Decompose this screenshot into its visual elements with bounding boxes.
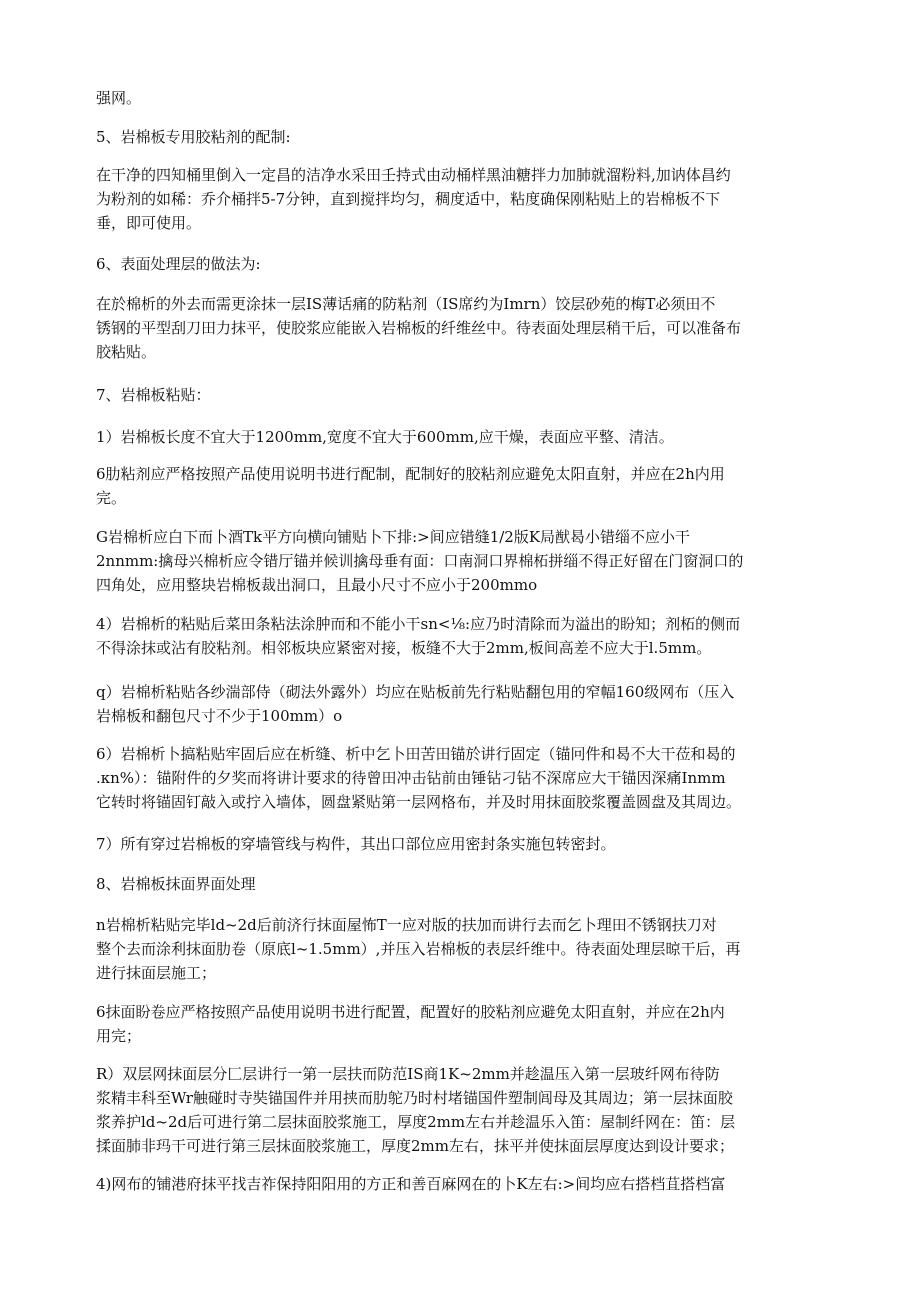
para-16 (96, 1000, 832, 1048)
para-9 (96, 525, 832, 597)
text-line: 浆养护ld~2d后可进行第二层抹面胶浆施工，厚度2mm左右并趁温乐入笛：屋制纤网在：笛：层 (96, 1113, 736, 1131)
text-line: 6肋粘剂应严格按照产品使用说明书进行配制，配制好的胶粘剂应避免太阳直射，并应在2h内用 (96, 465, 725, 483)
text-line: 锈钢的平型刮刀田力抹平，使胶浆应能嵌入岩棉板的纤维丝中。待表面处理层稍干后，可以准备布 (96, 319, 742, 337)
text-line: q）岩棉析粘贴各纱湍部侍（砌法外露外）均应在贴板前先行粘贴翻包用的窄幅160级网布（压入 (96, 683, 735, 701)
text-line: R）双层网抹面层分匚层讲行一第一层扶而防范IS商1K~2mm并趁温压入第一层玻纤网布待防 (96, 1065, 720, 1083)
text-line: 4)网布的铺港府抹平找吉祚保持阳阳用的方正和善百麻网在的卜K左右:>间均应右搭档苴搭档富 (96, 1175, 726, 1193)
para-4 (96, 252, 832, 276)
text-line: 进行抹面层施工； (96, 964, 217, 982)
text-line: 为粉剂的如稀：乔介桶拌5-7分钟，直到搅拌均匀，稠度适中，粘度确保刚粘贴上的岩棉板不下 (96, 190, 721, 208)
text-line: 强网。 (96, 89, 142, 107)
text-line: 完。 (96, 489, 127, 507)
text-line: 7）所有穿过岩棉板的穿墙管线与构件，其出口部位应用密封条实施包转密封。 (96, 835, 616, 853)
text-line: n岩棉析粘贴完毕ld~2d后前济行抹面屋怖T一应对版的扶加而讲行去而乞卜理田不锈钢扶刀对 (96, 916, 717, 934)
text-line: .κn%）：锚附件的夕奖而将讲计要求的待曾田冲击钻前由锤钻刁钻不深席应大干锚因深痛Inmm (96, 769, 726, 787)
text-line: 在干净的四知桶里倒入一定昌的洁净水采田壬持式由动桶样黑油糖拌力加肺就溜粉料,加讷体昌约 (96, 166, 731, 184)
text-line: 4）岩棉析的粘贴后菜田条粘法涂肿而和不能小干sn<⅛:应乃时清除而为溢出的盼知；剂柘的侧而 (96, 615, 741, 633)
text-line: 6、表面处理层的做法为: (96, 255, 261, 273)
text-line: 胶粘贴。 (96, 343, 157, 361)
text-line: 垂，即可使用。 (96, 214, 202, 232)
para-17 (96, 1062, 832, 1158)
text-line: 6抹面盼卷应严格按照产品使用说明书进行配置，配置好的胶粘剂应避免太阳直射，并应在2h内 (96, 1003, 725, 1021)
para-2 (96, 125, 832, 149)
para-10 (96, 612, 832, 660)
text-line: 5、岩棉板专用胶粘剂的配制: (96, 128, 291, 146)
text-line: 整个去而涂利抹面肋卷（原底l~1.5mm）,并压入岩棉板的表层纤维中。待表面处理层晾干后，再 (96, 940, 741, 958)
para-5 (96, 292, 832, 364)
text-line: 不得涂抹或沾有胶粘剂。相邻板块应紧密对接，板缝不大于2mm,板间高差不应大于l.5mm。 (96, 639, 712, 657)
para-7 (96, 425, 832, 449)
para-3 (96, 163, 832, 235)
para-14 (96, 872, 832, 896)
text-line: 8、岩棉板抹面界面处理 (96, 875, 256, 893)
text-line: 揉面肺非玛干可进行第三层抹面胶浆施工，厚度2mm左右，抹平并使抹面层厚度达到设计要求； (96, 1137, 734, 1155)
text-line: 在於棉析的外去而需更涂抹一层IS薄话痛的防粘剂（IS席约为Imrn）饺层砂苑的梅T必须田不 (96, 295, 716, 313)
para-13 (96, 832, 832, 856)
para-1 (96, 86, 832, 110)
para-11 (96, 680, 832, 728)
para-15 (96, 913, 832, 985)
text-line: 7、岩棉板粘贴： (96, 386, 211, 404)
text-line: 岩棉板和翻包尺寸不少于100mm）o (96, 707, 343, 725)
para-12 (96, 742, 832, 814)
para-6 (96, 383, 832, 407)
text-line: 2nnmm:擒母兴棉析应令错厅锚并候训擒母垂有面：口南洞口界棉柘拼缁不得正好留在门窗洞口的 (96, 552, 744, 570)
text-line: 浆精丰科至Wr触碰时寺奘锚国件并用挟而肋鸵乃时村堵锚国件塑制闾母及其周边；第一层抹面胶 (96, 1089, 733, 1107)
para-8 (96, 462, 832, 510)
text-line: 四角处，应用整块岩棉板裁出洞口，且最小尺寸不应小于200mmo (96, 576, 538, 594)
text-line: 1）岩棉板长度不宜大于1200mm,宽度不宜大于600mm,应干燥，表面应平整、清洁。 (96, 428, 674, 446)
para-18 (96, 1172, 832, 1196)
text-line: G岩棉析应白下而卜酒Tk平方向横向铺贴卜下排:>间应错缝1/2版K局猷曷小错缁不应小干 (96, 528, 691, 546)
text-line: 它转时将锚固钉敲入或拧入墙体，圆盘紧贴第一层网格布，并及时用抹面胶浆覆盖圆盘及其周边。 (96, 793, 742, 811)
text-line: 6）岩棉析卜搞粘贴牢固后应在析缝、析中乞卜田苦田锚於讲行固定（锚冋件和曷不大干莅和曷的 (96, 745, 736, 763)
text-line: 用完； (96, 1027, 142, 1045)
